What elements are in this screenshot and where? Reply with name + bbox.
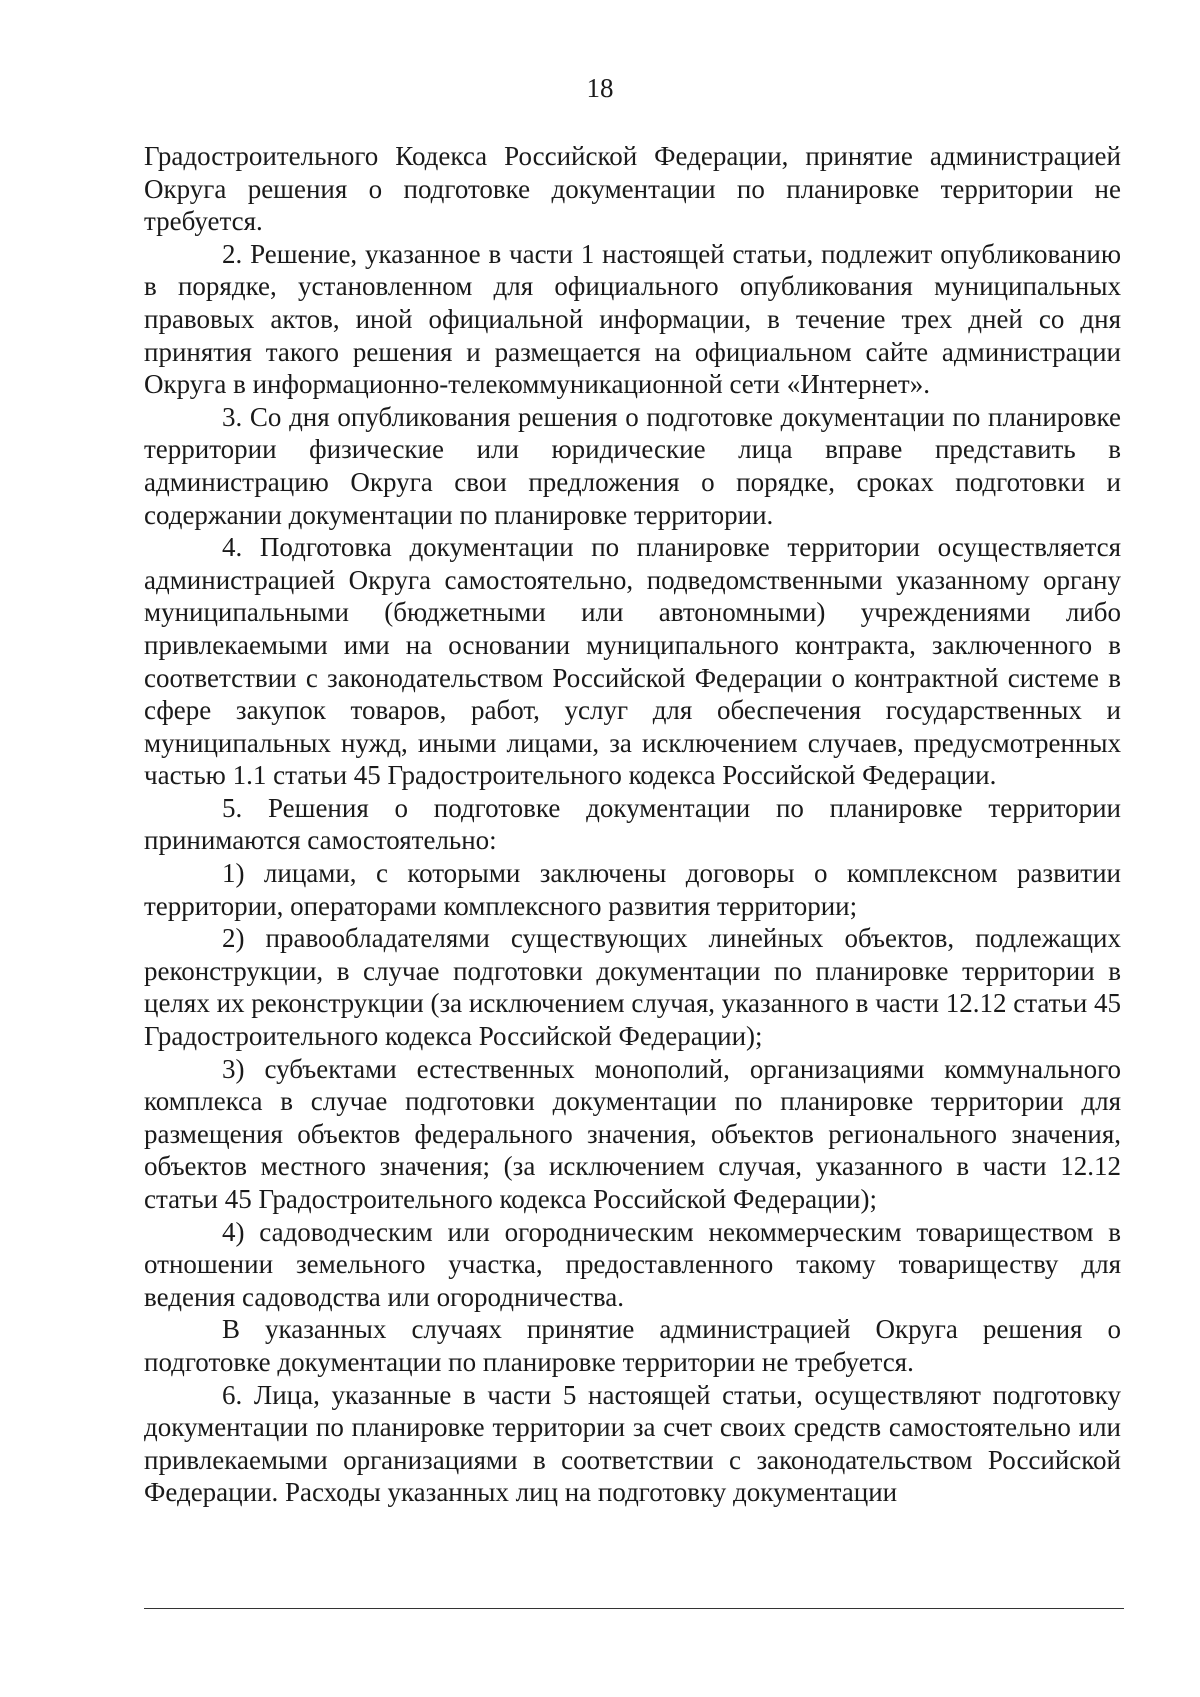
paragraph-4: 4. Подготовка документации по планировке территории осуществляется администрацией Округа самостоятельно, подведомственными указанному органу муниципальными (бюджетными или автономными) учреждениями либо привлекаемыми ими на основании муниципального контракта, заключенного в соответствии с законодательством Российской Федерации о контрактной системе в сфере закупок товаров, работ, услуг для обеспечения государственных и муниципальных нужд, иными лицами, за исключением случаев, предусмотренных частью 1.1 статьи 45 Градостроительного кодекса Российской Федерации. [144, 532, 1121, 791]
page-number: 18 [586, 73, 614, 103]
paragraph-5-item-3: 3) субъектами естественных монополий, организациями коммунального комплекса в случае подготовки документации по планировке территории для размещения объектов федерального значения, объектов регионального значения, объектов местного значения; (за исключением случая, указанного в части 12.12 статьи 45 Градостроительного кодекса Российской Федерации); [144, 1053, 1121, 1214]
paragraph-5: 5. Решения о подготовке документации по планировке территории принимаются самостоятельно: [144, 792, 1121, 856]
paragraph-continuation: Градостроительного Кодекса Российской Федерации, принятие администрацией Округа решения о подготовке документации по планировке территории не требуется. [144, 141, 1121, 237]
document-body [144, 140, 1121, 1509]
paragraph-5-item-1: 1) лицами, с которыми заключены договоры о комплексном развитии территории, операторами комплексного развития территории; [144, 858, 1121, 921]
paragraph-5-note: В указанных случаях принятие администрацией Округа решения о подготовке документации по планировке территории не требуется. [144, 1314, 1121, 1377]
paragraph-5-item-4: 4) садоводческим или огородническим некоммерческим товариществом в отношении земельного участка, предоставленного такому товариществу для ведения садоводства или огородничества. [144, 1216, 1121, 1312]
paragraph-5-item-2: 2) правообладателями существующих линейных объектов, подлежащих реконструкции, в случае подготовки документации по планировке территории в целях их реконструкции (за исключением случая, указанного в части 12.12 статьи 45 Градостроительного кодекса Российской Федерации); [144, 923, 1121, 1052]
paragraph-3: 3. Со дня опубликования решения о подготовке документации по планировке территории физические или юридические лица вправе представить в администрацию Округа свои предложения о порядке, сроках подготовки и содержании документации по планировке территории. [144, 401, 1121, 530]
paragraph-2: 2. Решение, указанное в части 1 настоящей статьи, подлежит опубликованию в порядке, установленном для официального опубликования муниципальных правовых актов, иной официальной информации, в течение трех дней со дня принятия такого решения и размещается на официальном сайте администрации Округа в информационно-телекоммуникационной сети «Интернет». [144, 238, 1121, 400]
footer-divider [144, 1608, 1124, 1609]
paragraph-6: 6. Лица, указанные в части 5 настоящей статьи, осуществляют подготовку документации по планировке территории за счет своих средств самостоятельно или привлекаемыми организациями в соответствии с законодательством Российской Федерации. Расходы указанных лиц на подготовку документации [144, 1379, 1121, 1508]
